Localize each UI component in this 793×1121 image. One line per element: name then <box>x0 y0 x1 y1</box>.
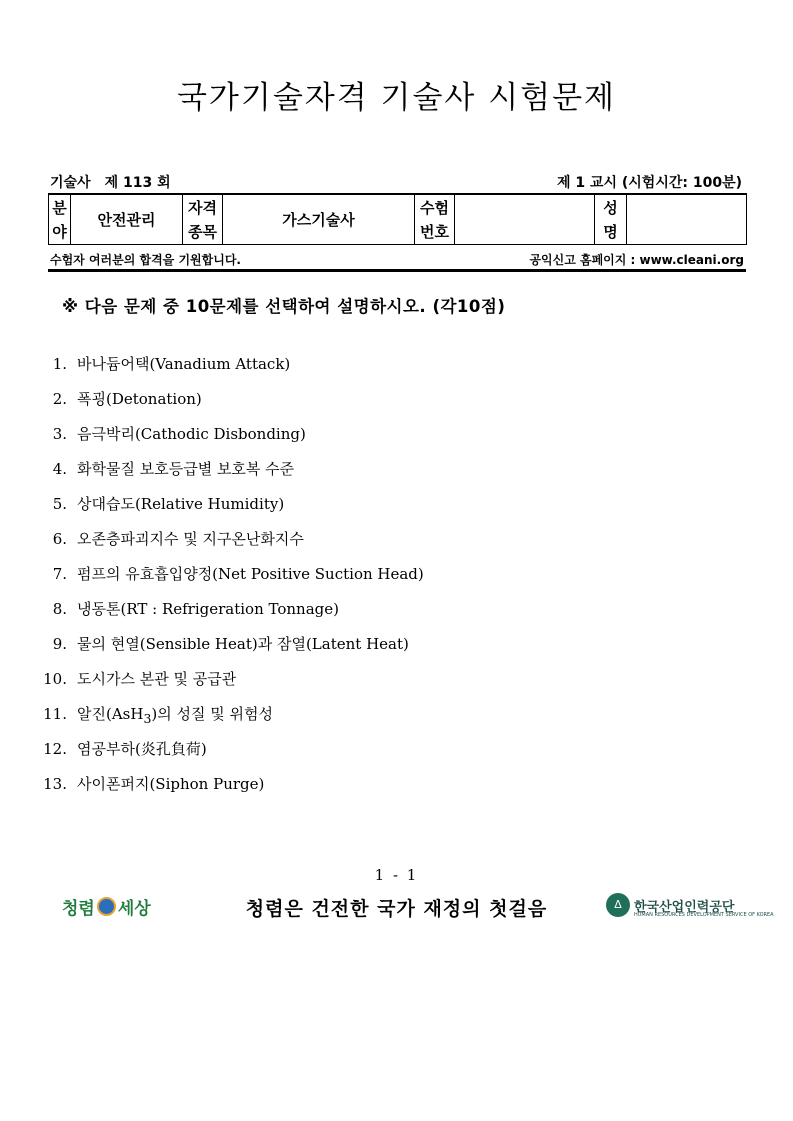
footer-motto: 청렴은 건전한 국가 재정의 첫걸음 <box>245 898 548 920</box>
question-item: 10. 도시가스 본관 및 공급관 <box>43 670 237 688</box>
page-title: 국가기술자격 기술사 시험문제 <box>176 80 616 116</box>
question-item: 13. 사이폰퍼지(Siphon Purge) <box>43 775 265 793</box>
question-list <box>40 352 740 807</box>
exam-info-table <box>48 193 747 245</box>
hrdk-emblem-icon: ᐃ <box>606 893 630 917</box>
question-item: 9. 물의 현열(Sensible Heat)과 잠열(Latent Heat) <box>52 635 409 653</box>
field-label: 분 야 <box>49 194 71 245</box>
instruction-text: ※ 다음 문제 중 10문제를 선택하여 설명하시오. (각10점) <box>62 297 506 316</box>
exam-session: 제 1 교시 (시험시간: 100분) <box>556 175 742 191</box>
report-website: 공익신고 홈페이지 : www.cleani.org <box>529 253 744 267</box>
name-label: 성 명 <box>595 194 627 245</box>
notice-row <box>48 251 746 272</box>
question-item: 4. 화학물질 보호등급별 보호복 수준 <box>52 460 295 478</box>
question-item: 1. 바나듐어택(Vanadium Attack) <box>52 355 291 373</box>
exam-number-label: 수험 번호 <box>415 194 455 245</box>
hrdk-logo: ᐃ 한국산업인력공단 HUMAN RESOURCES DEVELOPMENT SERVICE OF KOREA <box>606 893 734 917</box>
footer <box>0 890 793 926</box>
question-item: 6. 오존층파괴지수 및 지구온난화지수 <box>52 530 304 548</box>
name-field[interactable] <box>627 194 747 245</box>
category-value: 가스기술사 <box>223 194 415 245</box>
page-number: 1 - 1 <box>374 866 419 884</box>
exam-meta-row <box>48 172 746 192</box>
question-item: 11. 알진(AsH$_3$)의 성질 및 위험성 <box>43 705 273 726</box>
exam-round: 기술사 제 113 회 <box>50 175 171 191</box>
good-luck-message: 수험자 여러분의 합격을 기원합니다. <box>50 253 241 267</box>
question-item: 12. 염공부하(炎孔負荷) <box>43 740 207 758</box>
question-item: 8. 냉동톤(RT : Refrigeration Tonnage) <box>52 600 339 618</box>
question-item: 7. 펌프의 유효흡입양정(Net Positive Suction Head) <box>52 565 424 583</box>
clean-world-logo: 청렴 세상 <box>62 899 151 919</box>
question-item: 3. 음극박리(Cathodic Disbonding) <box>52 425 306 443</box>
question-item: 5. 상대습도(Relative Humidity) <box>52 495 285 513</box>
field-value: 안전관리 <box>71 194 183 245</box>
category-label: 자격 종목 <box>183 194 223 245</box>
exam-number-field[interactable] <box>455 194 595 245</box>
question-item: 2. 폭굉(Detonation) <box>52 390 202 408</box>
